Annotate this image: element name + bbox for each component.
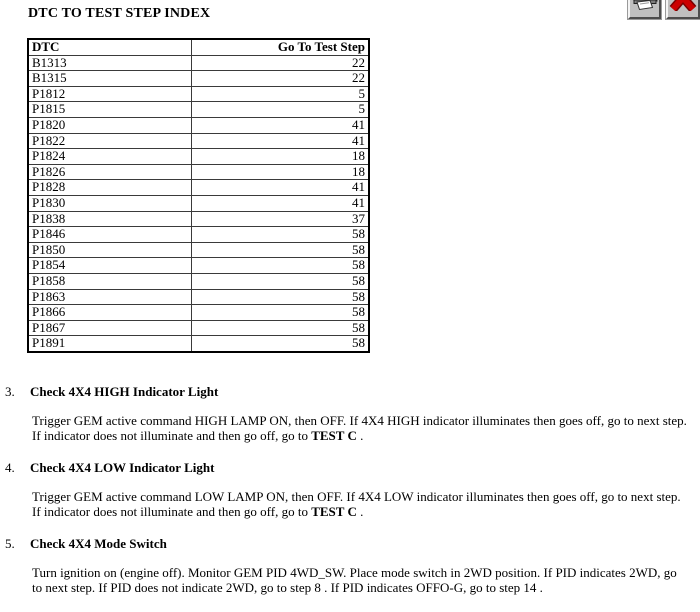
table-row	[28, 258, 369, 274]
test-step-cell: 58	[191, 258, 369, 274]
table-row	[28, 149, 369, 165]
test-step-cell: 41	[191, 195, 369, 211]
dtc-code-cell: B1315	[28, 71, 191, 87]
table-row	[28, 320, 369, 336]
step-item-4	[5, 460, 683, 519]
test-step-cell: 41	[191, 117, 369, 133]
test-step-cell: 18	[191, 149, 369, 165]
test-step-cell: 41	[191, 180, 369, 196]
test-step-cell: 5	[191, 102, 369, 118]
printer-icon	[631, 0, 658, 16]
dtc-code-cell: P1824	[28, 149, 191, 165]
step-heading: Check 4X4 Mode Switch	[30, 536, 167, 551]
table-row	[28, 227, 369, 243]
page-title: DTC TO TEST STEP INDEX	[28, 6, 211, 21]
table-row	[28, 242, 369, 258]
table-row	[28, 86, 369, 102]
dtc-code-cell: P1866	[28, 305, 191, 321]
dtc-code-cell: P1826	[28, 164, 191, 180]
dtc-code-cell: P1820	[28, 117, 191, 133]
step-paragraph: Trigger GEM active command HIGH LAMP ON, then OFF. If 4X4 HIGH indicator illuminates then goes off, go to next step. If indicator does not illuminate and then go off, go to TEST C .	[32, 413, 687, 443]
test-step-cell: 58	[191, 242, 369, 258]
dtc-table-body	[28, 55, 369, 352]
test-step-cell: 58	[191, 305, 369, 321]
test-step-cell: 22	[191, 55, 369, 71]
table-row	[28, 336, 369, 352]
table-row	[28, 273, 369, 289]
close-x-icon	[669, 0, 697, 16]
dtc-code-cell: P1891	[28, 336, 191, 352]
dtc-header-cell: DTC	[28, 39, 191, 55]
dtc-code-cell: P1846	[28, 227, 191, 243]
step-item-3	[5, 384, 687, 443]
test-step-header-cell: Go To Test Step	[191, 39, 369, 55]
table-row	[28, 164, 369, 180]
test-step-cell: 22	[191, 71, 369, 87]
step-heading: Check 4X4 HIGH Indicator Light	[30, 384, 219, 399]
dtc-code-cell: P1838	[28, 211, 191, 227]
step-paragraph: Turn ignition on (engine off). Monitor GEM PID 4WD_SW. Place mode switch in 2WD position. If PID indicates 2WD, go to next step. If PID does not indicate 2WD, go to step 8 . If PID indicates OFFO-G, go to step 14 .	[32, 565, 677, 595]
dtc-code-cell: P1822	[28, 133, 191, 149]
test-step-cell: 5	[191, 86, 369, 102]
table-row	[28, 102, 369, 118]
test-step-cell: 37	[191, 211, 369, 227]
dtc-code-cell: P1828	[28, 180, 191, 196]
step-paragraph: Trigger GEM active command LOW LAMP ON, then OFF. If 4X4 LOW indicator illuminates then goes off, go to next step. If indicator does not illuminate and then go off, go to TEST C .	[32, 489, 681, 519]
table-row	[28, 133, 369, 149]
print-button[interactable]	[628, 0, 661, 19]
test-step-cell: 18	[191, 164, 369, 180]
dtc-code-cell: P1815	[28, 102, 191, 118]
test-step-cell: 58	[191, 227, 369, 243]
dtc-code-cell: P1858	[28, 273, 191, 289]
step-number: 3.	[5, 384, 15, 399]
test-step-cell: 58	[191, 273, 369, 289]
table-row	[28, 117, 369, 133]
dtc-code-cell: P1863	[28, 289, 191, 305]
step-item-5	[5, 536, 683, 595]
table-row	[28, 71, 369, 87]
test-step-cell: 58	[191, 336, 369, 352]
step-number: 5.	[5, 536, 15, 551]
dtc-table	[27, 38, 370, 353]
dtc-code-cell: P1867	[28, 320, 191, 336]
dtc-code-cell: B1313	[28, 55, 191, 71]
test-step-cell: 41	[191, 133, 369, 149]
table-row	[28, 195, 369, 211]
dtc-code-cell: P1830	[28, 195, 191, 211]
test-step-cell: 58	[191, 320, 369, 336]
dtc-code-cell: P1850	[28, 242, 191, 258]
step-heading: Check 4X4 LOW Indicator Light	[30, 460, 215, 475]
steps-section	[5, 384, 687, 612]
table-header-row	[28, 39, 369, 55]
table-row	[28, 211, 369, 227]
table-row	[28, 55, 369, 71]
dtc-code-cell: P1812	[28, 86, 191, 102]
table-row	[28, 289, 369, 305]
step-number: 4.	[5, 460, 15, 475]
dtc-code-cell: P1854	[28, 258, 191, 274]
table-row	[28, 305, 369, 321]
table-row	[28, 180, 369, 196]
test-step-cell: 58	[191, 289, 369, 305]
close-button[interactable]	[666, 0, 700, 19]
